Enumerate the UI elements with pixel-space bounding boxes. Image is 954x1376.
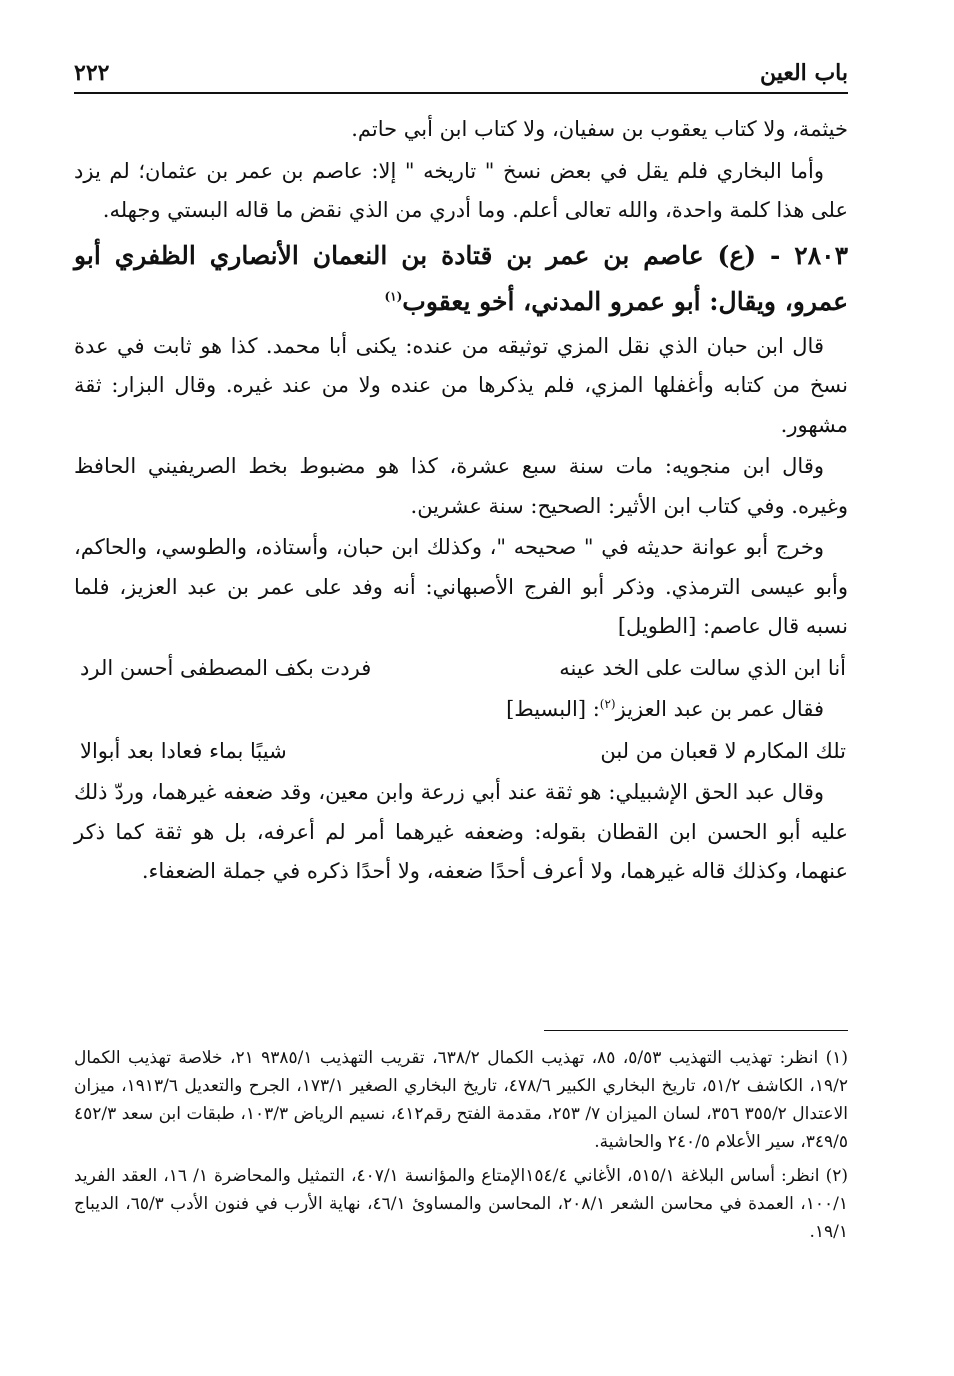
section-title: باب العين <box>759 60 848 86</box>
footnote-ref-2[interactable]: (٢) <box>599 697 616 711</box>
footnote-divider <box>544 1030 848 1031</box>
umar-text: فقال عمر بن عبد العزيز <box>615 697 824 721</box>
verse-1 <box>74 649 848 689</box>
main-text <box>74 110 848 892</box>
verse-1-second-hemistich: فردت بكف المصطفى أحسن الرد <box>80 655 372 680</box>
paragraph-ibn-hibban: قال ابن حبان الذي نقل المزي توثيقه من عنده: يكنى أبا محمد. كذا هو ثابت في عدة نسخ من كتابه وأغفلها المزي، فلم يذكرها من عنده ولا من عند غيره. وقال البزار: ثقة مشهور. <box>74 333 848 437</box>
verse-2-second-hemistich: شيبًا بماء فعادا بعد أبوالا <box>80 738 287 763</box>
book-page <box>74 40 849 1242</box>
paragraph-continuation: خيثمة، ولا كتاب يعقوب بن سفيان، ولا كتاب ابن أبي حاتم. <box>351 117 848 141</box>
meter-label: : [البسيط] <box>506 697 600 721</box>
footnote-ref-1[interactable]: (١) <box>384 289 403 304</box>
verse-1-first-hemistich: أنا ابن الذي سالت على الخد عينه <box>559 655 846 680</box>
footnote-2: (٢) انظر: أساس البلاغة ٥١٥/١، الأغاني ١٥٤/٤الإمتاع والمؤانسة ٤٠٧/١، التمثيل والمحاضرة ١/ ١٦، العقد الفريد ١٠٠/١، العمدة في محاسن الشعر ٢٠٨/١، المحاسن والمساوئ ٤٦/١، نهاية الأرب في فنون الأدب ٦٥/٣، الديباج ١٩/١. <box>74 1166 848 1242</box>
entry-title-text: ٢٨٠٣ - (ع) عاصم بن عمر بن قتادة بن النعمان الأنصاري الظفري أبو عمرو، ويقال: أبو عمرو المدني، أخو يعقوب <box>74 240 848 316</box>
page-number: ٢٢٢ <box>74 60 110 86</box>
footnotes <box>74 1044 848 1252</box>
verse-2-first-hemistich: تلك المكارم لا قعبان من لبن <box>600 738 846 763</box>
paragraph-umar <box>74 690 848 730</box>
entry-title <box>74 233 848 325</box>
footnote-1: (١) انظر: تهذيب التهذيب ٥/٥٣، ٨٥، تهذيب الكمال ٦٣٨/٢، تقريب التهذيب ٩٣٨٥/١ ٢١، خلاصة تهذيب الكمال ١٩/٢، الكاشف ٥١/٢، تاريخ البخاري الكبير ٤٧٨/٦، تاريخ البخاري الصغير ١٧٣/١، الجرح والتعديل ١٩١٣/٦، ميزان الاعتدال ٣٥٥/٢ ٣٥٦، لسان الميزان ٧/ ٢٥٣، مقدمة الفتح رقم٤١٢، نسيم الرياض ١٠٣/٣، طبقات ابن سعد ٤٥٢/٣ ٣٤٩/٥، سير الأعلام ٢٤٠/٥ والحاشية. <box>74 1048 849 1152</box>
paragraph-bukhari: وأما البخاري فلم يقل في بعض نسخ " تاريخه " إلا: عاصم بن عمر بن عثمان؛ لم يزد على هذا كلمة واحدة، والله تعالى أعلم. وما أدري من الذي نقض ما قاله البستي وجهله. <box>74 158 848 222</box>
paragraph-abd-al-haqq: وقال عبد الحق الإشبيلي: هو ثقة عند أبي زرعة وابن معين، وقد ضعفه غيرهما، وردّ ذلك عليه أبو الحسن ابن القطان بقوله: وضعفه غيرهما أمر لم أعرفه، بل هو ثقة كما ذكر عنهما، وكذلك قاله غيرهما، ولا أعرف أحدًا ضعفه، ولا أحدًا ذكره في جملة الضعفاء. <box>74 780 848 883</box>
page-header <box>74 40 848 94</box>
verse-2 <box>74 732 848 772</box>
paragraph-abu-awana: وخرج أبو عوانة حديثه في " صحيحه "، وكذلك ابن حبان، وأستاذه، والطوسي، والحاكم، وأبو عيسى الترمذي. وذكر أبو الفرج الأصبهاني: أنه وفد على عمر بن عبد العزيز، فلما نسبه قال عاصم: [الطويل] <box>74 535 848 638</box>
paragraph-ibn-manjawayh: وقال ابن منجويه: مات سنة سبع عشرة، كذا هو مضبوط بخط الصريفيني الحافظ وغيره. وفي كتاب ابن الأثير: الصحيح: سنة عشرين. <box>74 454 848 518</box>
